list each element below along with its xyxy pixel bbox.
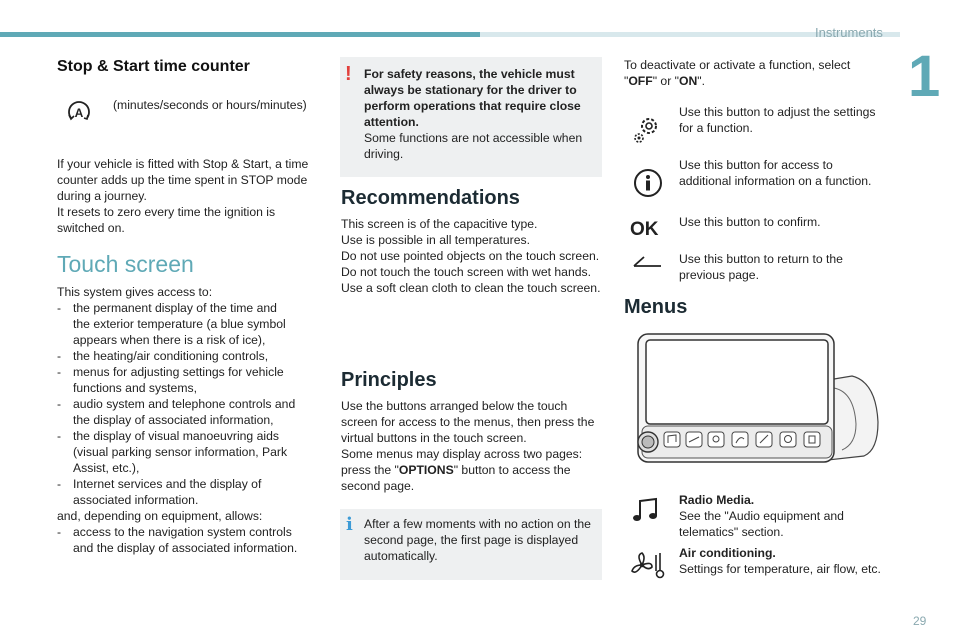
menus-title: Menus xyxy=(624,296,688,318)
touch-screen-intro: This system gives access to: xyxy=(57,285,213,299)
touch-screen-list xyxy=(57,284,327,556)
stop-start-description xyxy=(57,156,327,236)
air-conditioning-entry: Air conditioning. Settings for temperature, air flow, etc. xyxy=(679,546,881,576)
info-button-text: Use this button for access to additional information on a function. xyxy=(679,158,872,188)
stop-start-units-note: (minutes/seconds or hours/minutes) xyxy=(113,98,307,112)
list-item: - access to the navigation system controls and the display of associated information. xyxy=(57,525,298,555)
music-note-icon xyxy=(630,496,662,524)
list-item: - the display of visual manoeuvring aids (visual parking sensor information, Park Assist, etc.), xyxy=(57,429,288,475)
back-arrow-icon xyxy=(630,254,664,278)
stop-start-line: counter adds up the time spent in STOP mode xyxy=(57,173,308,187)
touch-screen-title: Touch screen xyxy=(57,251,194,277)
list-item: - menus for adjusting settings for vehicle functions and systems, xyxy=(57,365,284,395)
list-item: - the permanent display of the time and the exterior temperature (a blue symbol appears when there is a risk of ice), xyxy=(57,301,286,347)
stop-start-line: It resets to zero every time the ignition is xyxy=(57,205,276,219)
list-item: - Internet services and the display of associated information. xyxy=(57,477,262,507)
recommendations-title: Recommendations xyxy=(341,187,520,209)
stop-start-line: during a journey. xyxy=(57,189,147,203)
touch-screen-illustration xyxy=(628,332,880,470)
stop-start-title: Stop & Start time counter xyxy=(57,58,250,75)
chapter-number: 1 xyxy=(908,44,941,109)
touch-screen-and-line: and, depending on equipment, allows: xyxy=(57,509,263,523)
ok-button-text: Use this button to confirm. xyxy=(679,215,821,229)
svg-text:A: A xyxy=(74,106,84,120)
principles-text: Use the buttons arranged below the touch screen for access to the menus, then press the virtual buttons in the touch screen. Some menus may display across two pages: press the "OPTIONS" button to access the second page. xyxy=(341,399,595,493)
deactivate-text: To deactivate or activate a function, select "OFF" or "ON". xyxy=(624,58,851,88)
warning-text: For safety reasons, the vehicle must always be stationary for the driver to perform operations that require close attention. Some functions are not accessible when driving. xyxy=(364,67,583,161)
section-label: Instruments xyxy=(815,25,883,40)
back-button-text: Use this button to return to the previous page. xyxy=(679,252,843,282)
stop-start-line: If your vehicle is fitted with Stop & Start, a time xyxy=(57,157,309,171)
info-circle-icon xyxy=(632,167,664,199)
ok-icon: OK xyxy=(630,219,659,240)
info-icon: i xyxy=(346,514,353,535)
fan-temperature-icon xyxy=(630,549,666,581)
info-text: After a few moments with no action on the second page, the first page is displayed automatically. xyxy=(364,517,591,563)
list-item: - the heating/air conditioning controls, xyxy=(57,349,269,363)
warning-icon: ! xyxy=(345,63,352,85)
settings-button-text: Use this button to adjust the settings for a function. xyxy=(679,105,876,135)
list-item: - audio system and telephone controls and the display of associated information, xyxy=(57,397,296,427)
stop-start-line: switched on. xyxy=(57,221,125,235)
stop-start-timer-icon xyxy=(62,95,96,129)
radio-media-entry: Radio Media. See the "Audio equipment and telematics" section. xyxy=(679,493,844,539)
settings-gears-icon xyxy=(630,112,664,146)
principles-title: Principles xyxy=(341,369,437,391)
recommendations-text: This screen is of the capacitive type. Use is possible in all temperatures. Do not use pointed objects on the touch screen. Do not touch the touch screen with wet hands. Use a soft clean cloth to clean the touch screen. xyxy=(341,217,601,295)
page-number: 29 xyxy=(913,614,927,628)
header-accent-bar xyxy=(0,32,480,37)
